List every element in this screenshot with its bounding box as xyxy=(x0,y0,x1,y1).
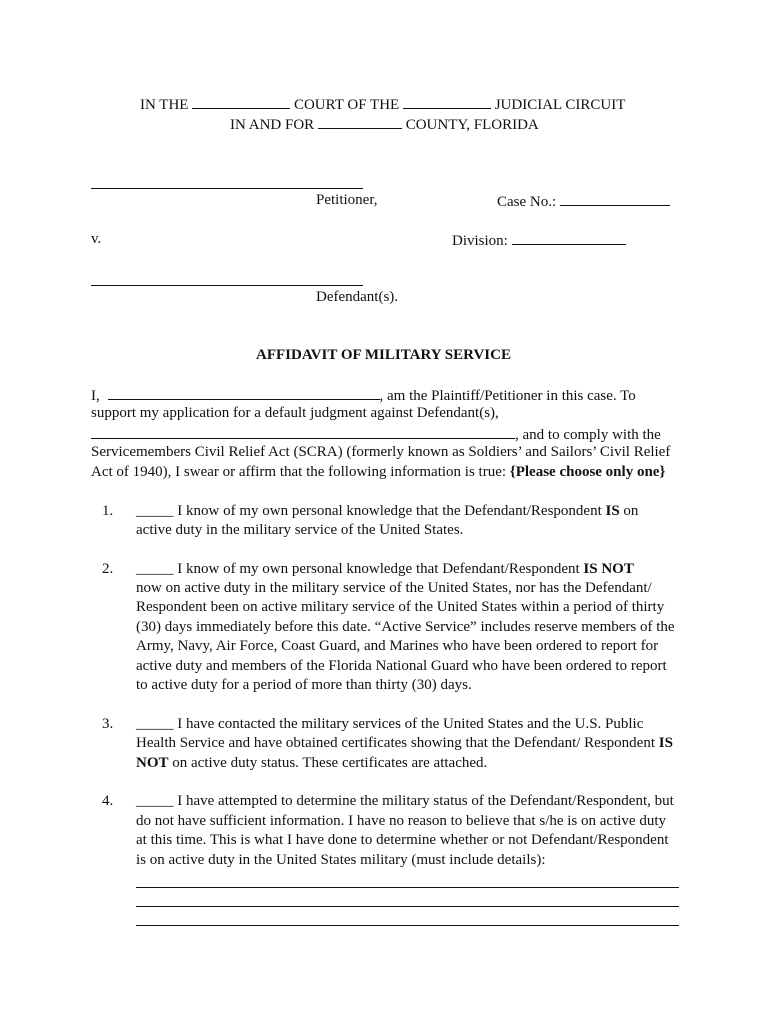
item-4-line-2: do not have sufficient information. I have no reason to believe that s/he is on active duty xyxy=(136,813,666,829)
item-2-is-not: IS NOT xyxy=(583,561,634,577)
item-3-line-2-text: Health Service and have obtained certificates showing that the Defendant/ Respondent xyxy=(136,735,655,751)
item-2-text: I know of my own personal knowledge that Defendant/Respondent xyxy=(177,561,580,577)
defendant-names-blank[interactable] xyxy=(91,424,515,439)
item-3-line-3-text: on active duty status. These certificates are attached. xyxy=(172,755,488,771)
intro-line-1-end: , am the Plaintiff/Petitioner in this case. To xyxy=(379,388,636,404)
court-header-court-of-the: COURT OF THE xyxy=(293,97,400,113)
item-3-line-3 xyxy=(136,754,487,774)
details-line-1[interactable] xyxy=(136,887,679,888)
choose-one-instruction: {Please choose only one} xyxy=(509,464,666,480)
affiant-name-blank[interactable] xyxy=(108,385,380,400)
court-header-in-the: IN THE xyxy=(140,97,189,113)
court-header-county-florida: COUNTY, FLORIDA xyxy=(405,117,539,133)
item-1-checkbox-blank[interactable]: _____ xyxy=(136,503,174,519)
item-1-is: IS xyxy=(605,503,620,519)
division-label: Division: xyxy=(452,233,508,249)
item-3-checkbox-blank[interactable]: _____ xyxy=(136,716,174,732)
item-2-line-6: active duty and members of the Florida National Guard who have been ordered to report xyxy=(136,658,667,674)
defendant-name-line[interactable] xyxy=(91,285,363,286)
court-header-in-and-for: IN AND FOR xyxy=(230,117,315,133)
document-title: AFFIDAVIT OF MILITARY SERVICE xyxy=(256,347,511,363)
item-2-line-2: now on active duty in the military service of the United States, nor has the Defendant/ xyxy=(136,580,652,596)
item-4-line-4: is on active duty in the United States military (must include details): xyxy=(136,852,546,868)
item-4-checkbox-blank[interactable]: _____ xyxy=(136,793,174,809)
item-4-number: 4. xyxy=(102,793,114,809)
item-3-is: IS xyxy=(658,735,673,751)
item-2-line-5: Army, Navy, Air Force, Coast Guard, and Marines who have been ordered to report for xyxy=(136,638,659,654)
judicial-circuit-blank[interactable] xyxy=(403,94,491,109)
item-3-line-1 xyxy=(136,715,643,735)
item-1-on: on xyxy=(623,503,639,519)
intro-line-5-text: Act of 1940), I swear or affirm that the following information is true: xyxy=(91,464,507,480)
circuit-court-blank[interactable] xyxy=(192,94,290,109)
item-1-number: 1. xyxy=(102,503,114,519)
petitioner-name-line[interactable] xyxy=(91,188,363,189)
item-1-text: I know of my own personal knowledge that the Defendant/Respondent xyxy=(177,503,602,519)
case-number-blank[interactable] xyxy=(560,191,670,206)
county-blank[interactable] xyxy=(318,114,402,129)
case-number-label: Case No.: xyxy=(497,194,557,210)
item-3-text: I have contacted the military services of the United States and the U.S. Public xyxy=(177,716,644,732)
item-2-line-3: Respondent been on active military service of the United States within a period of thirty xyxy=(136,599,665,615)
petitioner-label: Petitioner, xyxy=(316,192,378,208)
item-1-line-2: active duty in the military service of the United States. xyxy=(136,522,464,538)
item-4-line-1 xyxy=(136,792,674,812)
item-4-text: I have attempted to determine the military status of the Defendant/Respondent, but xyxy=(177,793,674,809)
item-2-line-1 xyxy=(136,560,634,580)
intro-line-2: support my application for a default judgment against Defendant(s), xyxy=(91,405,499,421)
details-line-2[interactable] xyxy=(136,906,679,907)
court-header-line-2 xyxy=(230,114,539,136)
court-header-line-1 xyxy=(140,94,625,116)
case-number-field xyxy=(497,191,670,213)
item-2-number: 2. xyxy=(102,561,114,577)
intro-line-3-end: , and to comply with the xyxy=(515,427,661,443)
division-blank[interactable] xyxy=(512,230,626,245)
division-field xyxy=(452,230,626,252)
details-line-3[interactable] xyxy=(136,925,679,926)
item-3-line-2 xyxy=(136,734,673,754)
intro-i: I, xyxy=(91,388,100,404)
item-3-not: NOT xyxy=(136,755,169,771)
court-header-judicial-circuit: JUDICIAL CIRCUIT xyxy=(494,97,626,113)
item-2-line-7: to active duty for a period of more than thirty (30) days. xyxy=(136,677,472,693)
defendant-label: Defendant(s). xyxy=(316,289,399,305)
versus-label: v. xyxy=(91,231,102,247)
item-1-line-1 xyxy=(136,502,638,522)
intro-line-4: Servicemembers Civil Relief Act (SCRA) (formerly known as Soldiers’ and Sailors’ Civil Relief xyxy=(91,444,671,460)
item-4-line-3: at this time. This is what I have done to determine whether or not Defendant/Respondent xyxy=(136,832,669,848)
item-2-checkbox-blank[interactable]: _____ xyxy=(136,561,174,577)
intro-line-5 xyxy=(91,463,665,483)
item-2-line-4: (30) days immediately before this date. “Active Service” includes reserve members of the xyxy=(136,619,675,635)
item-3-number: 3. xyxy=(102,716,114,732)
